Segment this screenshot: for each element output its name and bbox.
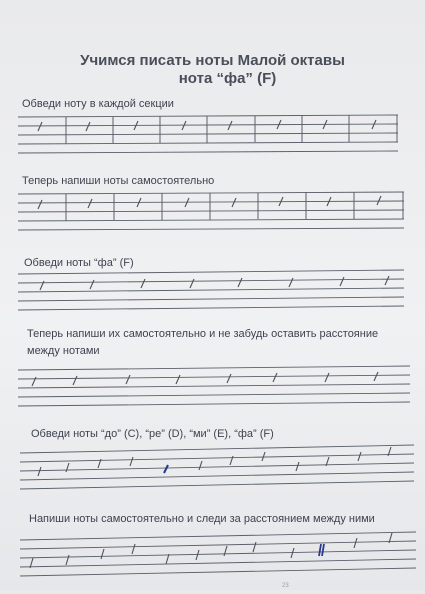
section-6-instruction: Напиши ноты самостоятельно и следи за расстоянием между ними (29, 513, 375, 525)
section-4-staff (0, 358, 425, 418)
section-3-staff (0, 260, 425, 320)
worksheet-title: Учимся писать ноты Малой октавы (80, 52, 345, 69)
footer-code: 23 (282, 583, 289, 589)
note-stroke (86, 122, 90, 131)
section-3-instruction: Обведи ноты “фа” (F) (24, 257, 134, 269)
worksheet-subtitle: нота “фа” (F) (178, 70, 277, 87)
section-1-instruction: Обведи ноту в каждой секции (22, 98, 174, 110)
section-4-instruction: Теперь напиши их самостоятельно и не забудь оставить расстояние между нотами (27, 328, 379, 357)
section-5-staff (0, 439, 425, 499)
section-5-instruction: Обведи ноты “до” (C), “ре” (D), “ми” (E), “фа” (F) (31, 428, 274, 440)
note-stroke (228, 121, 232, 130)
section-2-instruction: Теперь напиши ноты самостоятельно (22, 175, 215, 187)
section-2-staff (0, 182, 425, 242)
section-1-staff (0, 105, 425, 165)
section-6-staff (0, 524, 425, 594)
note-stroke (38, 122, 42, 131)
